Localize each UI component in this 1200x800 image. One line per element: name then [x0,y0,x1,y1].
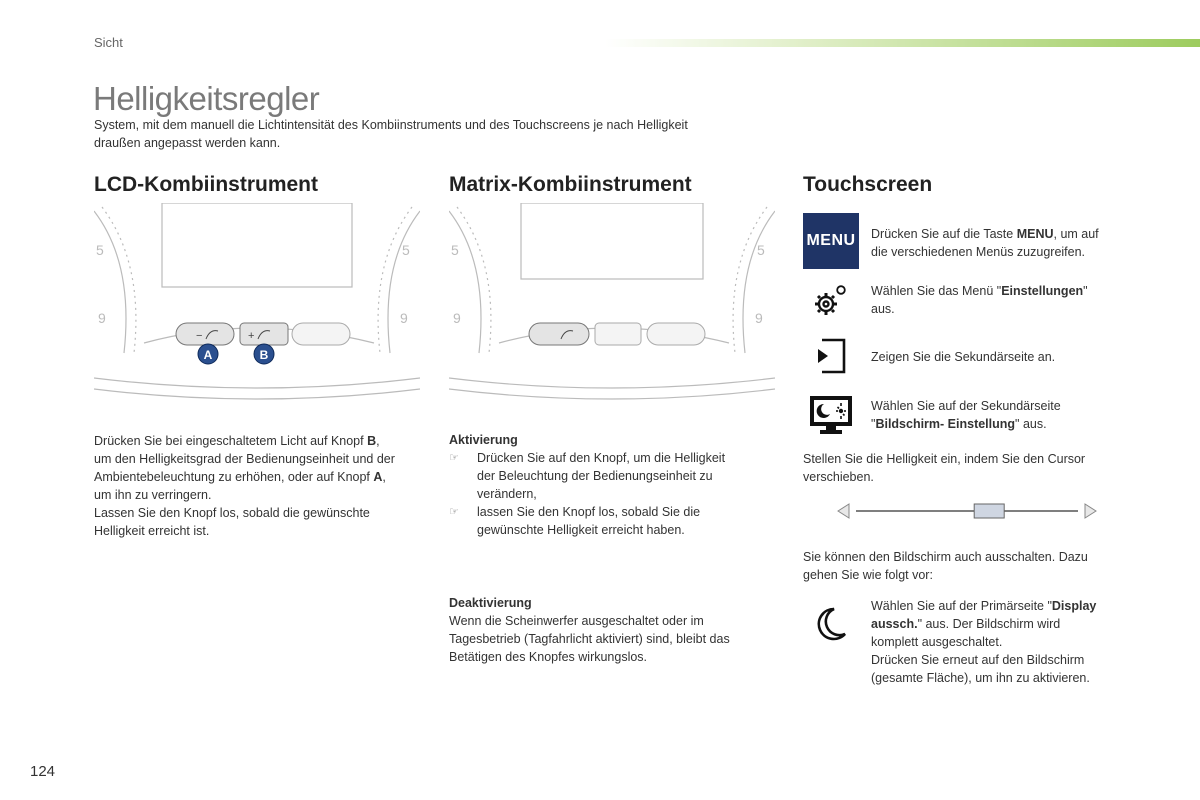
touch-step-1: Drücken Sie auf die Taste MENU, um auf die verschiedenen Menüs zuzugreifen. [871,227,1099,259]
activation-label: Aktivierung [449,433,518,447]
deactivation-label: Deaktivierung [449,596,532,610]
section-label: Sicht [94,35,123,50]
matrix-heading: Matrix-Kombiinstrument [449,173,692,196]
triangle-left-icon [838,504,849,518]
matrix-knob [529,323,589,345]
knob-b-badge [254,344,274,364]
settings-icon-wrap [803,282,859,320]
lcd-line-5: Lassen Sie den Knopf los, sobald die gewünschte [94,506,370,520]
matrix-instrument-illustration [449,203,775,409]
lcd-instrument-illustration [94,203,420,409]
lcd-heading: LCD-Kombiinstrument [94,173,318,196]
svg-text:−: − [196,330,203,342]
page-title: Helligkeitsregler [93,80,320,117]
secondary-page-icon-wrap [803,338,859,374]
header-gradient-bar [605,39,1200,47]
lcd-line-4: um ihn zu verringern. [94,488,212,502]
lcd-line-6: Helligkeit erreicht ist. [94,524,210,538]
activation-bullet-2: ☞ lassen Sie den Knopf los, sobald Sie die gewünschte Helligkeit erreicht haben. [449,505,701,537]
slider-handle [974,504,1004,518]
lcd-line-2: um den Helligkeitsgrad der Bedienungseinheit und der [94,452,395,466]
gear-icon [811,282,851,320]
lcd-knob-extra [292,323,350,345]
svg-text:9: 9 [453,310,461,326]
touch-step-3: Zeigen Sie die Sekundärseite an. [871,350,1056,364]
deactivation-line-1: Wenn die Scheinwerfer ausgeschaltet oder im [449,614,704,628]
matrix-activation [449,431,769,539]
intro-text [94,116,774,152]
touch-step-5: Wählen Sie auf der Primärseite "Display aussch." aus. Der Bildschirm wird komplett ausgeschaltet. Drücken Sie erneut auf den Bildschirm (gesamte Fläche), um ihn zu aktivieren. [871,599,1097,685]
matrix-deactivation [449,594,769,666]
svg-text:9: 9 [400,310,408,326]
bullet-pointer-icon: ☞ [449,452,459,464]
moon-icon [814,606,848,642]
triangle-right-icon [1085,504,1096,518]
intro-line-1: System, mit dem manuell die Lichtintensität des Kombiinstruments und des Touchscreens je nach Helligkeit [94,118,688,132]
svg-text:9: 9 [98,310,106,326]
matrix-knob-extra-2 [647,323,705,345]
bullet-pointer-icon: ☞ [449,506,459,518]
svg-text:5: 5 [757,242,765,258]
page-number: 124 [30,763,56,780]
knob-b-label: B [259,348,269,362]
lcd-description [94,432,434,540]
activation-bullet-1: ☞ Drücken Sie auf den Knopf, um die Helligkeit der Beleuchtung der Bedienungseinheit zu verändern, [449,451,726,501]
intro-line-2: draußen angepasst werden kann. [94,136,281,150]
deactivation-line-2: Tagesbetrieb (Tagfahrlicht aktiviert) sind, bleibt das [449,632,730,646]
touch-off-text: Sie können den Bildschirm auch ausschalten. Dazu gehen Sie wie folgt vor: [803,550,1088,582]
lcd-line-3: Ambientebeleuchtung zu erhöhen, oder auf Knopf A, [94,470,386,484]
brightness-slider [836,500,1098,522]
touch-step-2: Wählen Sie das Menü "Einstellungen" aus. [871,284,1088,316]
lcd-knob-minus [176,323,234,345]
matrix-knob-extra-1 [595,323,641,345]
menu-button: MENU [803,213,859,269]
touch-cursor-text: Stellen Sie die Helligkeit ein, indem Sie den Cursor verschieben. [803,452,1086,484]
page-arrow-icon [814,338,848,374]
display-settings-icon-wrap [803,394,859,436]
knob-a-label: A [203,348,213,362]
svg-text:5: 5 [96,242,104,258]
svg-text:9: 9 [755,310,763,326]
menu-button-illustration [803,213,859,269]
svg-text:5: 5 [451,242,459,258]
svg-text:5: 5 [402,242,410,258]
display-off-icon-wrap [803,606,859,642]
lcd-line-1: Drücken Sie bei eingeschaltetem Licht auf Knopf B, [94,434,380,448]
lcd-knob-plus [240,323,288,345]
touch-step-4: Wählen Sie auf der Sekundärseite "Bildschirm- Einstellung" aus. [871,399,1061,431]
monitor-brightness-icon [808,394,854,436]
knob-a-badge [198,344,218,364]
svg-text:+: + [248,330,255,342]
deactivation-line-3: Betätigen des Knopfes wirkungslos. [449,650,648,664]
touch-heading: Touchscreen [803,173,933,196]
